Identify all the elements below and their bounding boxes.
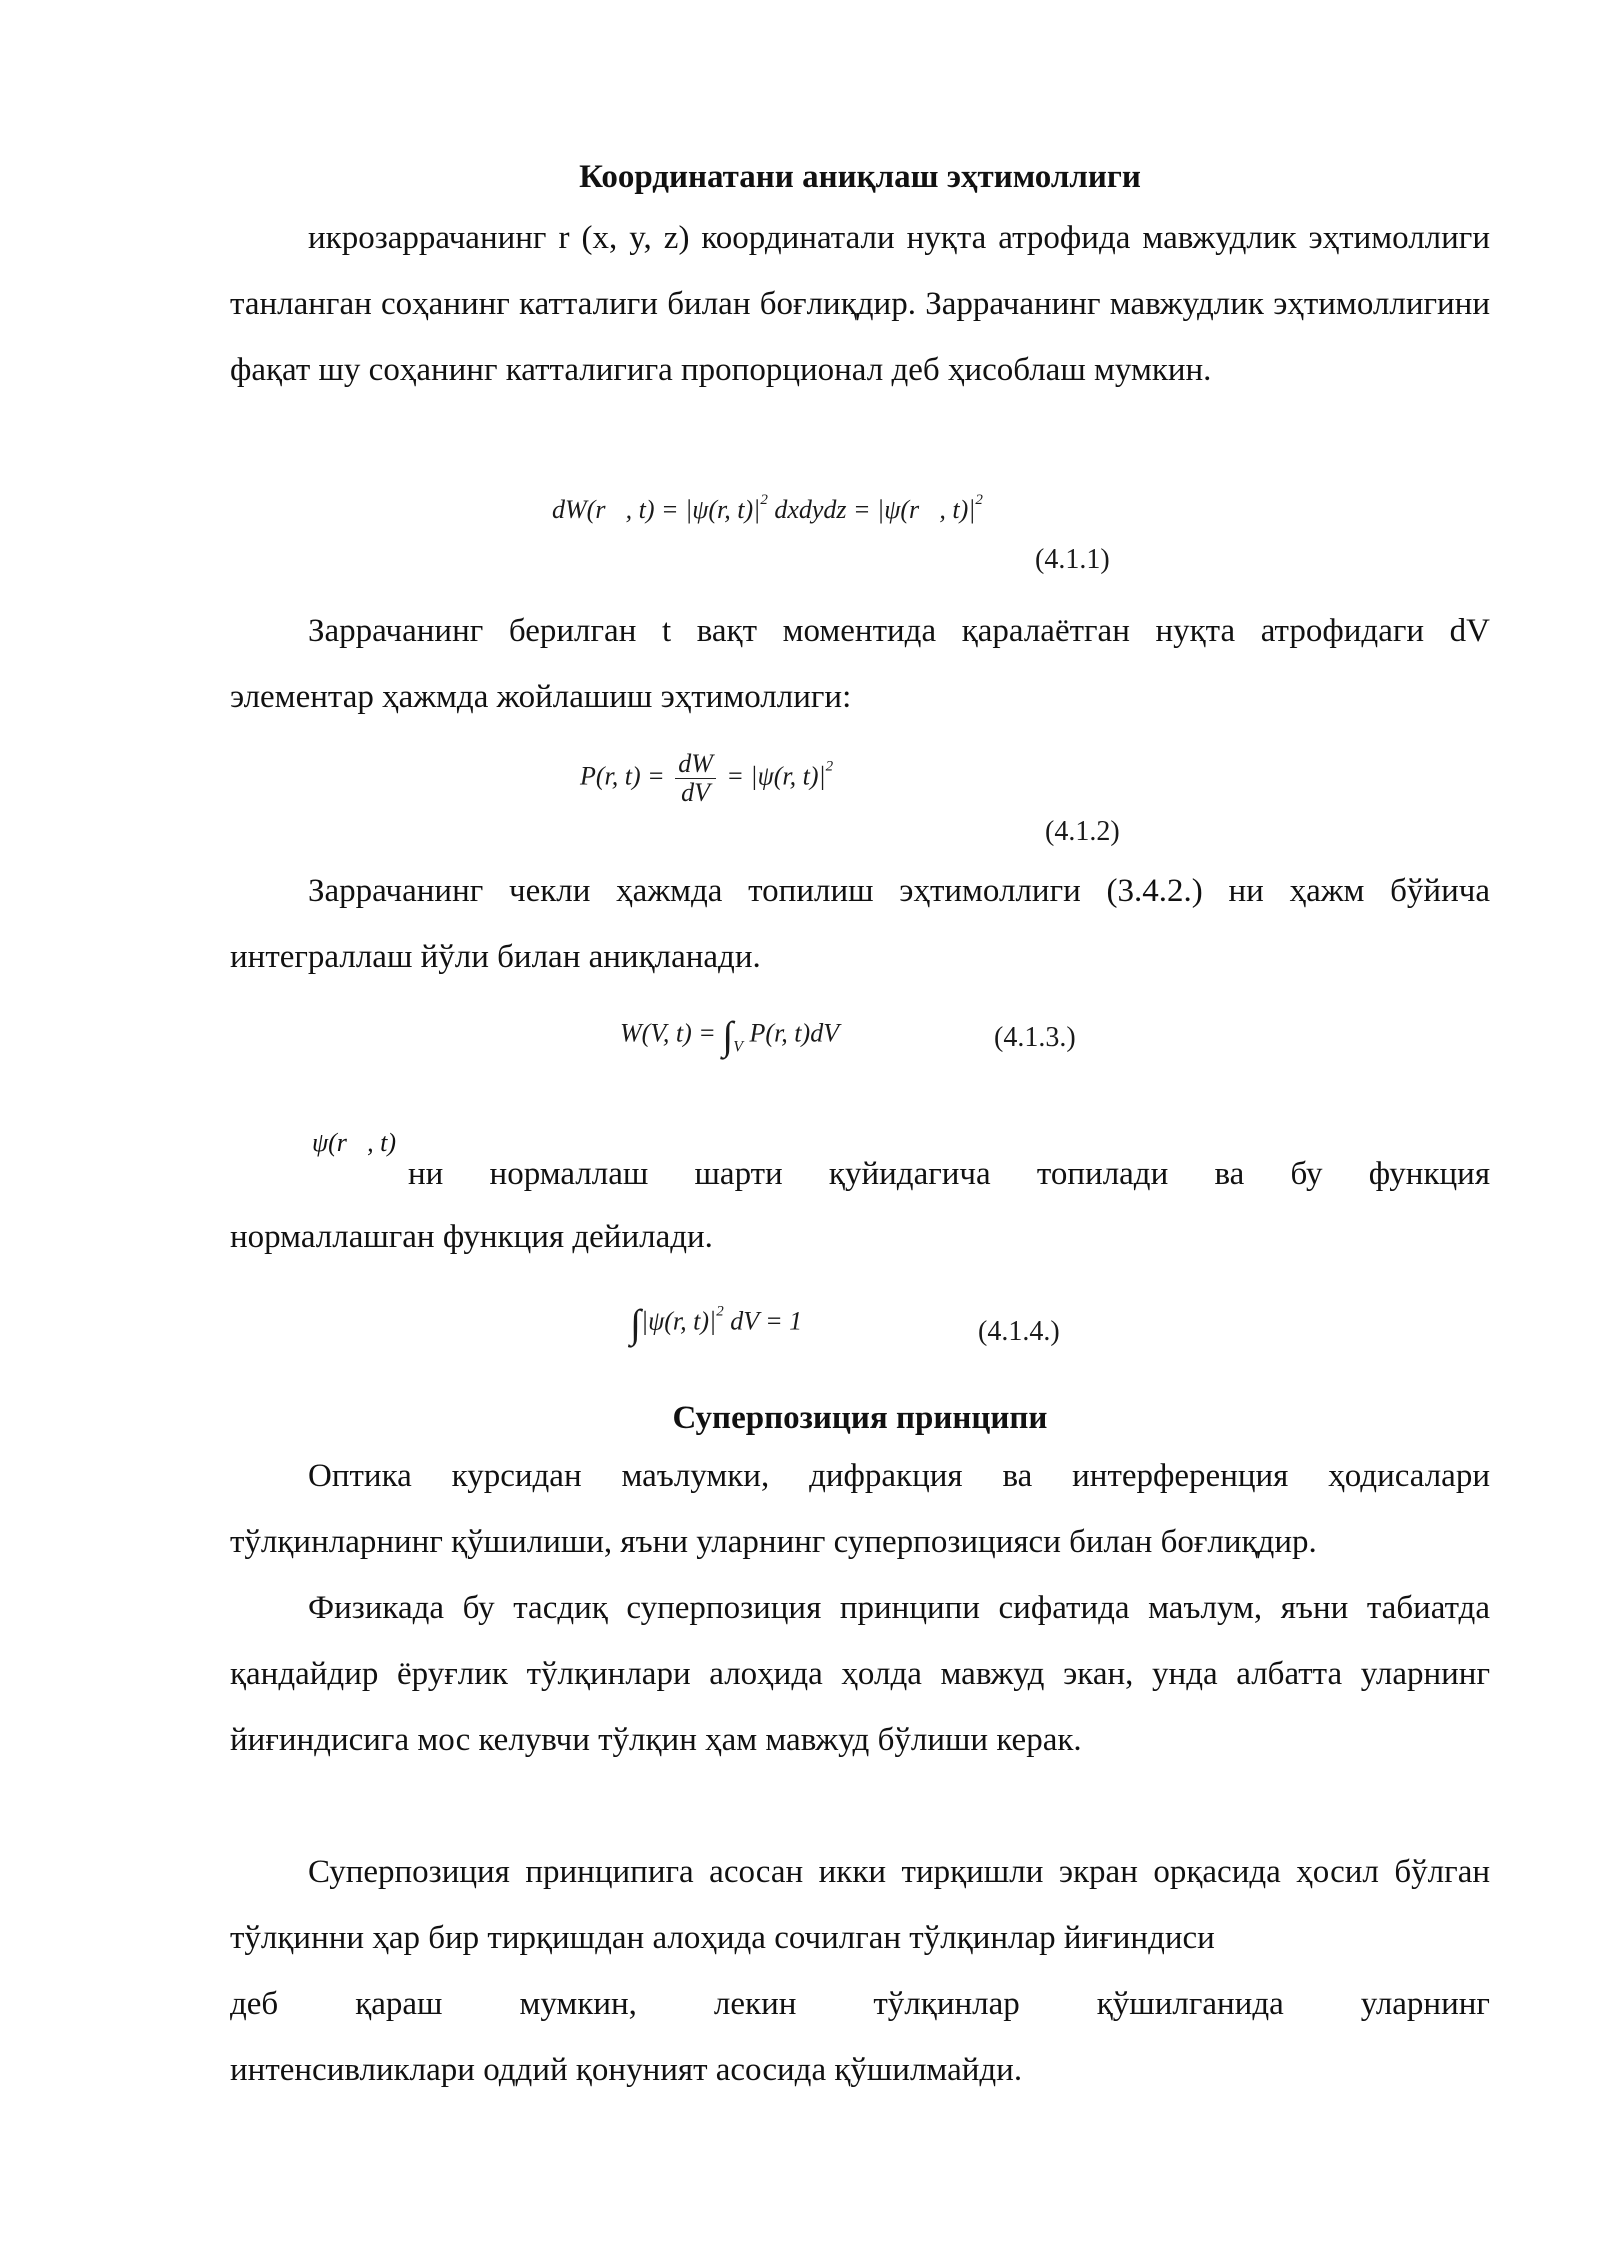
word: уларнинг xyxy=(1360,1986,1490,2022)
equation-exponent: 2 xyxy=(760,492,768,508)
paragraph-finite-volume xyxy=(230,858,1490,990)
integral-limit: V xyxy=(733,1038,744,1056)
paragraph-text: икрозаррачанинг r (x, y, z) координатали нуқта атрофида мавжудлик эҳтимоллиги танланган соҳанинг катталиги билан боғлиқдир. Заррачанинг мавжудлик эҳтимоллигини фақат шу соҳанинг катталигига пропорционал деб ҳисоблаш мумкин. xyxy=(230,220,1490,388)
equation-rhs: dxdydz = |ψ(r⃗, t)| xyxy=(767,495,976,524)
section-heading-coordinate-probability: Координатани аниқлаш эҳтимоллиги xyxy=(579,159,1141,195)
fraction-numerator: dW xyxy=(675,750,716,779)
paragraph-two-slit xyxy=(230,1839,1490,1971)
equation-4-1-1 xyxy=(552,492,983,525)
word: деб xyxy=(230,1986,279,2022)
paragraph-two-slit-line4: интенсивликлари оддий қонуният асосида қўшилмайди. xyxy=(230,2052,1023,2088)
inline-psi-symbol: ψ(r⃗, t) xyxy=(312,1128,397,1157)
equation-4-1-2 xyxy=(580,750,833,807)
equation-lhs: dW(r⃗, t) = |ψ(r, t)| xyxy=(552,495,761,524)
section-heading-superposition: Суперпозиция принципи xyxy=(672,1400,1048,1436)
paragraph-normalization-line2: нормаллашган функция дейилади. xyxy=(230,1219,713,1255)
equation-4-1-3 xyxy=(620,1012,839,1059)
equation-exponent: 2 xyxy=(716,1303,724,1320)
word: тўлқинлар xyxy=(873,1986,1020,2022)
paragraph-text: Суперпозиция принципига асосан икки тирқишли экран орқасида ҳосил бўлган тўлқинни ҳар бир тирқишдан алоҳида сочилган тўлқинлар йиғиндиси xyxy=(230,1854,1490,1956)
paragraph-particle-time xyxy=(230,598,1490,730)
fraction-denominator: dV xyxy=(681,778,710,807)
equation-rhs: = |ψ(r, t)| xyxy=(726,761,826,791)
equation-4-1-4 xyxy=(630,1300,802,1347)
equation-number: (4.1.4.) xyxy=(978,1316,1060,1347)
word: лекин xyxy=(713,1986,797,2022)
word: мумкин, xyxy=(519,1986,637,2022)
paragraph-optics xyxy=(230,1443,1490,1575)
paragraph-normalization-line1: ни нормаллаш шарти қуйидагича топилади ва бу функция xyxy=(408,1156,1490,1192)
equation-number: (4.1.2) xyxy=(1045,816,1120,847)
equation-body: |ψ(r, t)| xyxy=(640,1306,717,1336)
word: қўшилганида xyxy=(1096,1986,1284,2022)
paragraph-text: Оптика курсидан маълумки, дифракция ва интерференция ҳодисалари тўлқинларнинг қўшилиши, яъни уларнинг суперпозицияси билан боғлиқдир. xyxy=(230,1458,1490,1560)
paragraph-text: Физикада бу тасдиқ суперпозиция принципи сифатида маълум, яъни табиатда қандайдир ёруғлик тўлқинлари алоҳида ҳолда мавжуд экан, унда албатта уларнинг йиғиндисига мос келувчи тўлқин ҳам мавжуд бўлиши керак. xyxy=(230,1590,1490,1758)
paragraph-microparticle xyxy=(230,205,1490,403)
paragraph-two-slit-line3 xyxy=(230,1971,1490,2037)
equation-rhs: P(r, t)dV xyxy=(749,1018,840,1048)
equation-exponent: 2 xyxy=(975,492,983,508)
fraction xyxy=(675,750,716,807)
paragraph-physics-superposition xyxy=(230,1575,1490,1773)
equation-lhs: W(V, t) = xyxy=(620,1018,716,1048)
equation-rest: dV = 1 xyxy=(723,1306,803,1336)
equation-number: (4.1.1) xyxy=(1035,544,1110,575)
equation-number: (4.1.3.) xyxy=(994,1022,1076,1053)
integral-sign: ∫ xyxy=(722,1013,734,1058)
word: қараш xyxy=(355,1986,443,2022)
equation-exponent: 2 xyxy=(825,758,834,775)
integral-sign: ∫ xyxy=(630,1301,641,1346)
paragraph-text: Заррачанинг берилган t вақт моментида қаралаётган нуқта атрофидаги dV элементар ҳажмда жойлашиш эҳтимоллиги: xyxy=(230,613,1490,715)
equation-lhs: P(r, t) = xyxy=(580,761,665,791)
paragraph-text: Заррачанинг чекли ҳажмда топилиш эҳтимоллиги (3.4.2.) ни ҳажм бўйича интеграллаш йўли билан аниқланади. xyxy=(230,873,1490,975)
